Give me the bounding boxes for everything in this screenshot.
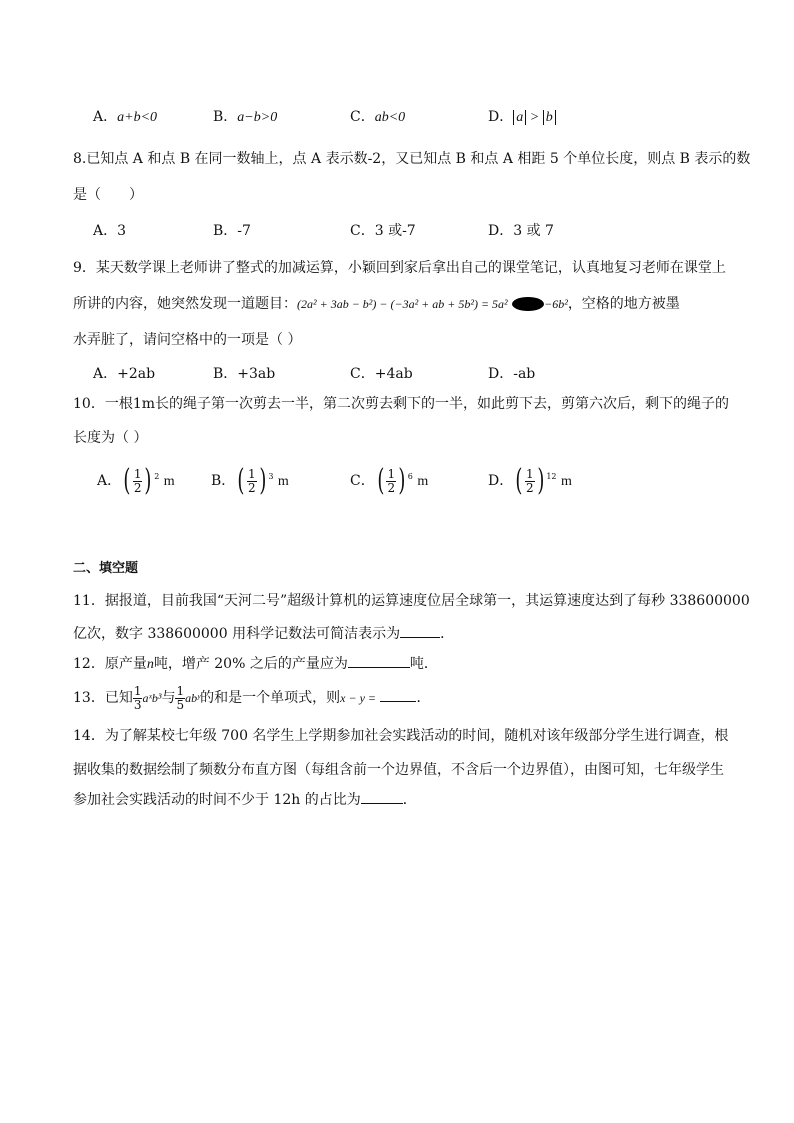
unit: m xyxy=(417,474,429,489)
q13-tail: ． xyxy=(416,690,431,706)
half-fraction xyxy=(386,468,396,495)
right-paren: ) xyxy=(144,463,152,498)
q12-prefix: 12．原产量 xyxy=(73,656,147,672)
q9-option-a: A．+2ab xyxy=(93,366,156,382)
unit: m xyxy=(163,474,175,489)
fraction-numerator: 1 xyxy=(387,466,396,481)
q12-middle: 吨，增产 20% 之后的产量应为 xyxy=(153,656,348,672)
half-fraction xyxy=(247,468,257,495)
left-paren: ( xyxy=(515,463,523,498)
q14-line-3 xyxy=(73,790,417,810)
q9-option-b: B．+3ab xyxy=(213,366,276,382)
unit: m xyxy=(560,474,572,489)
q8-option-c: C．3 或-7 xyxy=(350,223,416,239)
exponent: 3 xyxy=(268,472,274,481)
q13-term-1: aˣb³ xyxy=(142,691,162,705)
left-paren: ( xyxy=(377,463,385,498)
fraction-numerator: 1 xyxy=(525,466,534,481)
right-paren: ) xyxy=(536,463,544,498)
q7-option-a-text: a+b<0 xyxy=(117,110,158,125)
answer-blank xyxy=(400,625,440,638)
q7-option-c-text: ab<0 xyxy=(374,110,406,125)
ink-blot xyxy=(512,297,544,311)
answer-blank xyxy=(348,655,410,668)
q7-option-d-gt: > xyxy=(526,110,543,125)
q8-line-1: 8.已知点 A 和点 B 在同一数轴上，点 A 表示数-2，又已知点 B 和点 A 相距 5 个单位长度，则点 B 表示的数 xyxy=(73,151,751,167)
half-fraction xyxy=(133,468,143,495)
fraction-denominator: 2 xyxy=(248,480,256,495)
q11-line-2 xyxy=(73,624,454,644)
q9-line-2-suffix: ，空格的地方被墨 xyxy=(567,296,680,312)
unit: m xyxy=(277,474,289,489)
fraction-numerator: 1 xyxy=(176,683,185,698)
q9-option-c: C．+4ab xyxy=(350,366,413,382)
q10-option-a xyxy=(97,462,175,501)
q7-option-d-abs-b: b xyxy=(543,110,556,125)
left-paren: ( xyxy=(123,463,131,498)
q10-option-d-label: D． xyxy=(488,473,514,489)
q10-option-a-label: A． xyxy=(97,473,122,489)
q13-post: 的和是一个单项式，则 xyxy=(200,690,341,706)
fraction-numerator: 1 xyxy=(248,466,256,481)
q10-option-b-label: B． xyxy=(211,473,236,489)
q13-term-2: abʸ xyxy=(185,691,201,705)
q8-option-b: B．-7 xyxy=(213,223,251,239)
left-paren: ( xyxy=(237,463,245,498)
q7-option-b xyxy=(213,107,277,128)
q9-line-3: 水弄脏了，请问空格中的一项是（ ） xyxy=(73,332,302,348)
fraction-denominator: 2 xyxy=(387,480,396,495)
q14-line-1: 14．为了解某校七年级 700 名学生上学期参加社会实践活动的时间，随机对该年级部分学生进行调查，根 xyxy=(73,728,729,744)
q13-line xyxy=(73,683,430,713)
q14-line-3-tail: ． xyxy=(402,792,417,808)
q13-expression: x − y = xyxy=(340,691,377,705)
q10-line-2: 长度为（ ） xyxy=(73,430,148,446)
q9-line-2 xyxy=(73,294,680,314)
q10-option-c xyxy=(350,462,428,501)
fraction-numerator: 1 xyxy=(133,466,142,481)
q7-option-c-label: C． xyxy=(350,109,375,125)
fraction-denominator: 3 xyxy=(133,697,142,712)
right-paren: ) xyxy=(259,463,267,498)
q11-line-2-text: 亿次，数字 338600000 用科学记数法可简洁表示为 xyxy=(73,626,401,642)
q10-option-c-label: C． xyxy=(350,473,375,489)
answer-blank xyxy=(380,689,416,702)
q9-line-1: 9．某天数学课上老师讲了整式的加减运算，小颖回到家后拿出自己的课堂笔记，认真地复习老师在课堂上 xyxy=(73,260,726,276)
one-fifth-fraction xyxy=(175,685,185,712)
q10-option-d xyxy=(488,462,572,501)
fraction-denominator: 5 xyxy=(176,697,185,712)
right-paren: ) xyxy=(398,463,406,498)
q11-line-1: 11．据报道，目前我国“天河二号”超级计算机的运算速度位居全球第一，其运算速度达到了每秒 338600000 xyxy=(73,593,750,609)
q7-option-b-label: B． xyxy=(213,109,238,125)
exponent: 2 xyxy=(154,472,160,481)
q8-option-a: A．3 xyxy=(93,223,127,239)
q9-option-d: D．-ab xyxy=(488,366,536,382)
q9-expression-left: (2a² + 3ab − b²) − (−3a² + ab + 5b²) = 5a² xyxy=(297,297,508,311)
fraction-denominator: 2 xyxy=(525,480,534,495)
q7-option-a-label: A． xyxy=(93,109,118,125)
answer-blank xyxy=(361,791,403,804)
q12-tail: 吨． xyxy=(409,656,438,672)
q14-line-3-text: 参加社会实践活动的时间不少于 12h 的占比为 xyxy=(73,792,361,808)
q13-middle: 与 xyxy=(161,690,176,706)
half-fraction xyxy=(525,468,535,495)
q7-option-d xyxy=(488,107,556,128)
fraction-numerator: 1 xyxy=(133,683,142,698)
q7-option-d-abs-a: a xyxy=(513,110,526,125)
q12-variable-n: n xyxy=(146,657,154,672)
q12-line xyxy=(73,654,438,675)
q7-option-c xyxy=(350,107,405,128)
fraction-denominator: 2 xyxy=(133,480,142,495)
q8-option-d: D．3 或 7 xyxy=(488,223,554,239)
section-heading: 二、填空题 xyxy=(73,561,139,576)
q13-prefix: 13．已知 xyxy=(73,690,133,706)
exponent: 12 xyxy=(546,472,557,481)
q7-option-d-label: D． xyxy=(488,109,514,125)
q9-expression-right: −6b² xyxy=(544,297,568,311)
q9-line-2-prefix: 所讲的内容，她突然发现一道题目： xyxy=(73,296,297,312)
exponent: 6 xyxy=(407,472,413,481)
q14-line-2: 据收集的数据绘制了频数分布直方图（每组含前一个边界值，不含后一个边界值），由图可知，七年级学生 xyxy=(73,762,724,778)
q8-line-2: 是（ ） xyxy=(73,187,143,203)
q10-option-b xyxy=(211,462,289,501)
q10-line-1: 10．一根1m长的绳子第一次剪去一半，第二次剪去剩下的一半，如此剪下去，剪第六次后，剩下的绳子的 xyxy=(73,396,729,412)
q7-option-b-text: a−b>0 xyxy=(237,110,278,125)
q11-line-2-tail: ． xyxy=(440,626,455,642)
q7-option-a xyxy=(93,107,157,128)
